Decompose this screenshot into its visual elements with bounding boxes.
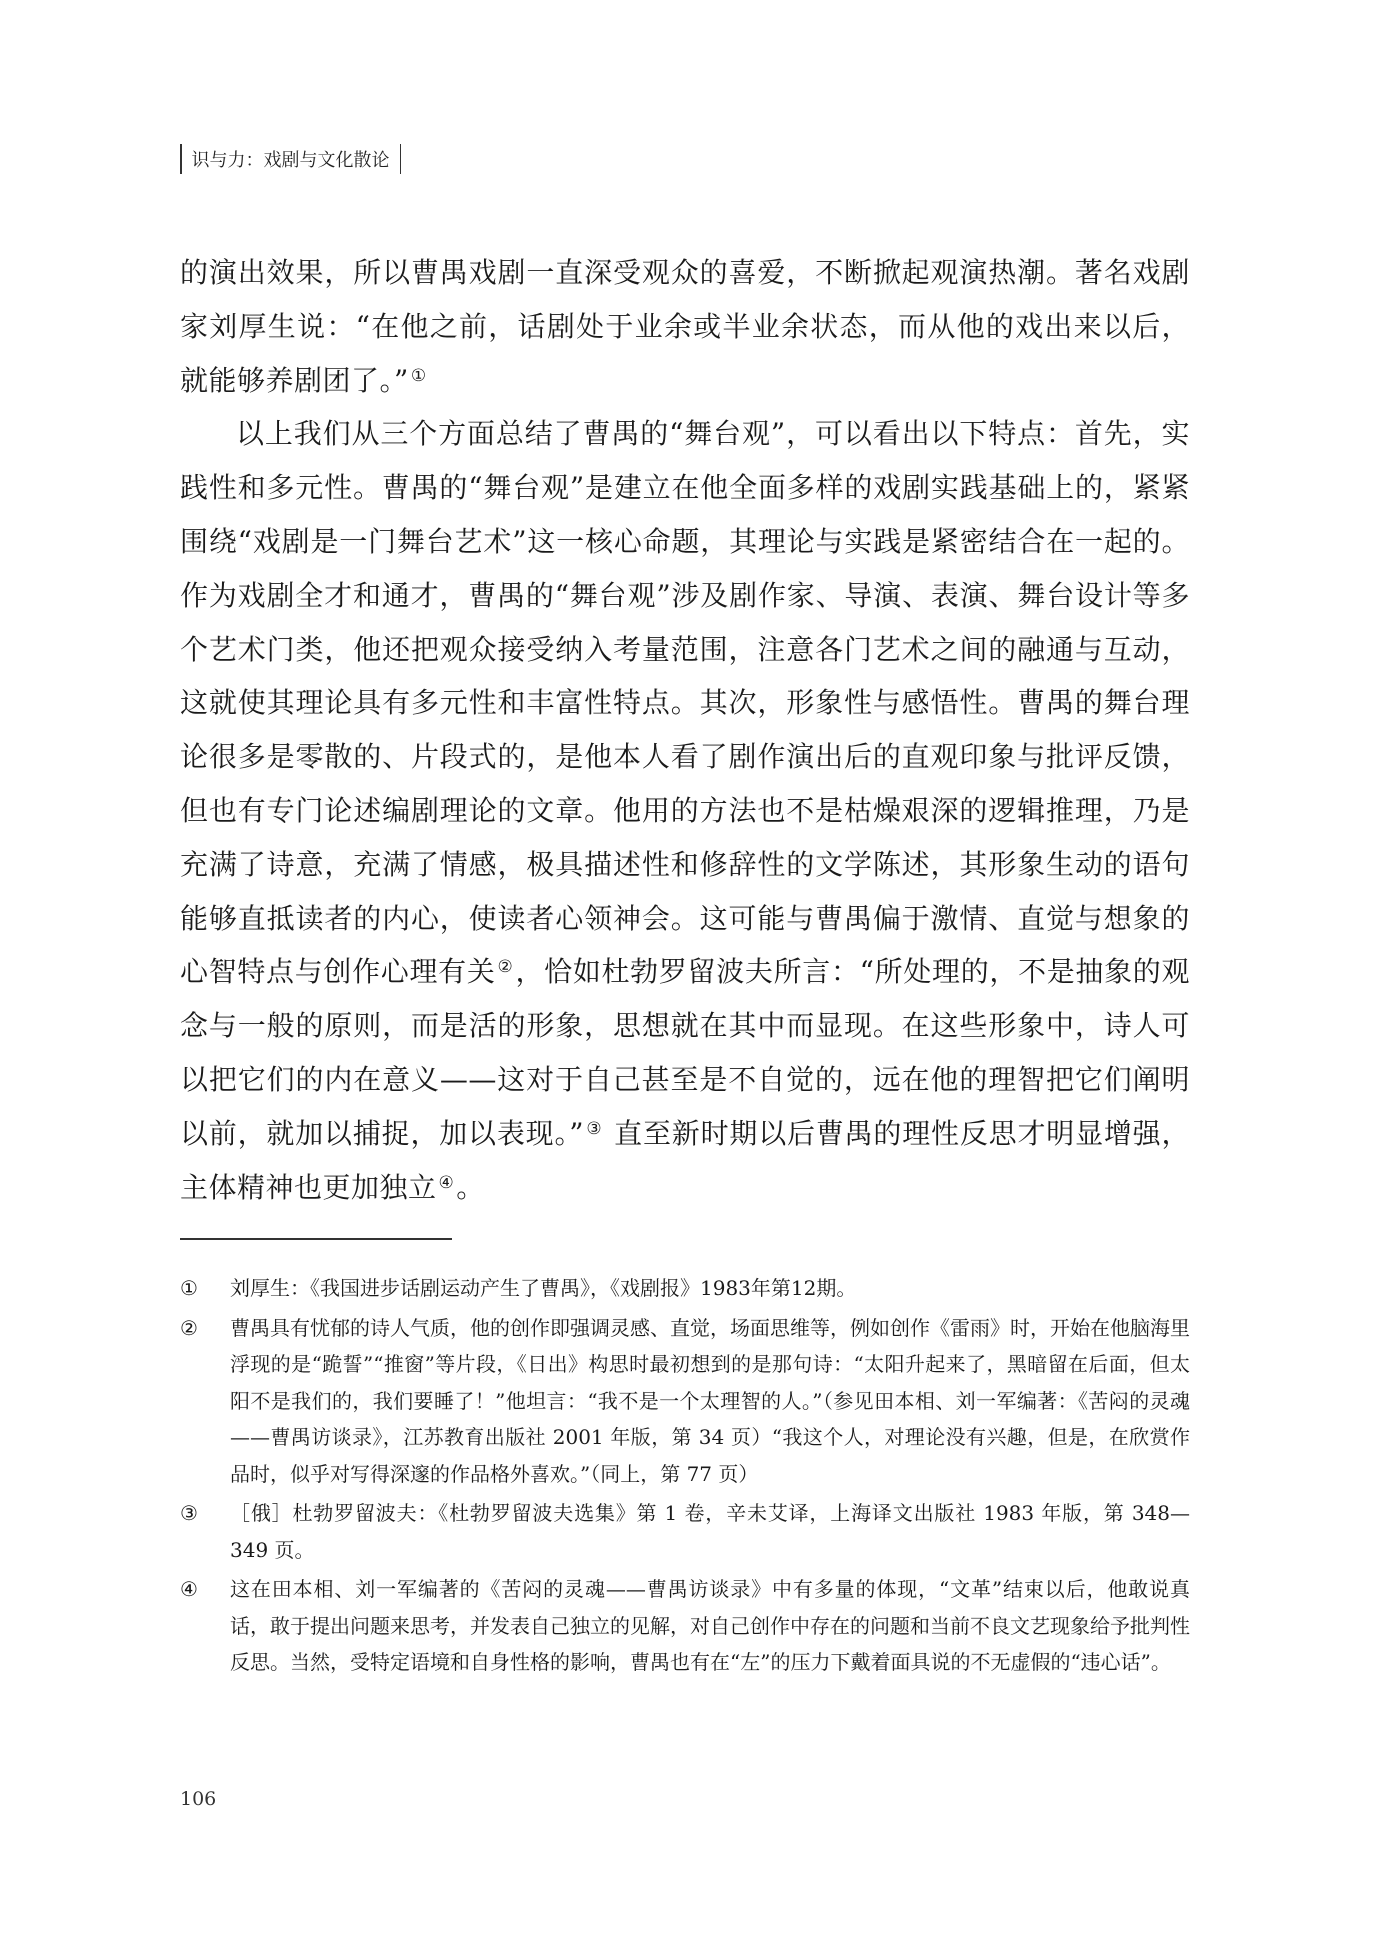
footnote-text: 曹禺具有忧郁的诗人气质，他的创作即强调灵感、直觉，场面思维等，例如创作《雷雨》时，开始在他脑海里浮现的是“跪誓”“推窗”等片段，《日出》构思时最初想到的是那句诗：“太阳升起来了，黑暗留在后面，但太阳不是我们的，我们要睡了！”他坦言：“我不是一个太理智的人。”（参见田本相、刘一军编著：《苦闷的灵魂——曹禺访谈录》，江苏教育出版社 2001 年版，第 34 页）“我这个人，对理论没有兴趣，但是，在欣赏作品时，似乎对写得深邃的作品格外喜欢。”（同上，第 77 页） <box>230 1315 1190 1486</box>
footnote-ref-1: ① <box>410 365 427 386</box>
footnote-divider <box>180 1238 452 1240</box>
footnote-mark: ④ <box>180 1577 198 1601</box>
paragraph-text: 的演出效果，所以曹禺戏剧一直深受观众的喜爱，不断掀起观演热潮。著名戏剧家刘厚生说：“在他之前，话剧处于业余或半业余状态，而从他的戏出来以后，就能够养剧团了。” <box>180 256 1190 397</box>
page-number: 106 <box>180 1788 217 1810</box>
paragraph-text: ，恰如杜勃罗留波夫所言：“所处理的，不是抽象的观念与一般的原则，而是活的形象，思想就在其中而显现。在这些形象中，诗人可以把它们的内在意义——这对于自己甚至是不自觉的，远在他的理智把它们阐明以前，就加以捕捉，加以表现。” <box>180 955 1190 1150</box>
footnote-mark: ① <box>180 1276 198 1300</box>
footnote-ref-3: ③ <box>586 1118 603 1139</box>
footnote-text: 这在田本相、刘一军编著的《苦闷的灵魂——曹禺访谈录》中有多量的体现，“文革”结束以后，他敢说真话，敢于提出问题来思考，并发表自己独立的见解，对自己创作中存在的问题和当前不良文艺现象给予批判性反思。当然，受特定语境和自身性格的影响，曹禺也有在“左”的压力下戴着面具说的不无虚假的“违心话”。 <box>230 1577 1190 1674</box>
footnote <box>180 1310 1190 1493</box>
running-header <box>180 143 401 175</box>
footnote-ref-2: ② <box>497 957 514 978</box>
footnote <box>180 1270 1190 1307</box>
running-title: 识与力：戏剧与文化散论 <box>191 150 390 171</box>
paragraph-continued <box>180 246 1190 407</box>
footnote-mark: ② <box>180 1315 198 1340</box>
footnote-text: ［俄］杜勃罗留波夫：《杜勃罗留波夫选集》第 1 卷，辛未艾译，上海译文出版社 1983 年版，第 348—349 页。 <box>230 1501 1190 1562</box>
footnote <box>180 1495 1190 1568</box>
paragraph-text: 。 <box>456 1170 485 1204</box>
main-text <box>180 246 1190 1214</box>
footnote-text: 刘厚生：《我国进步话剧运动产生了曹禺》，《戏剧报》1983年第12期。 <box>230 1276 857 1300</box>
paragraph-summary <box>180 407 1190 1214</box>
footnote <box>180 1571 1190 1681</box>
paragraph-text: 直至新时期以后曹禺的理性反思才明显增强，主体精神也更加独立 <box>180 1116 1190 1204</box>
footnote-mark: ③ <box>180 1501 198 1525</box>
footnote-ref-4: ④ <box>438 1172 455 1193</box>
footnotes <box>180 1270 1190 1684</box>
paragraph-text: 以上我们从三个方面总结了曹禺的“舞台观”，可以看出以下特点：首先，实践性和多元性。曹禺的“舞台观”是建立在他全面多样的戏剧实践基础上的，紧紧围绕“戏剧是一门舞台艺术”这一核心命题，其理论与实践是紧密结合在一起的。作为戏剧全才和通才，曹禺的“舞台观”涉及剧作家、导演、表演、舞台设计等多个艺术门类，他还把观众接受纳入考量范围，注意各门艺术之间的融通与互动，这就使其理论具有多元性和丰富性特点。其次，形象性与感悟性。曹禺的舞台理论很多是零散的、片段式的，是他本人看了剧作演出后的直观印象与批评反馈，但也有专门论述编剧理论的文章。他用的方法也不是枯燥艰深的逻辑推理，乃是充满了诗意，充满了情感，极具描述性和修辞性的文学陈述，其形象生动的语句能够直抵读者的内心，使读者心领神会。这可能与曹禺偏于激情、直觉与想象的心智特点与创作心理有关 <box>180 417 1190 989</box>
header-right-rule <box>400 144 402 174</box>
